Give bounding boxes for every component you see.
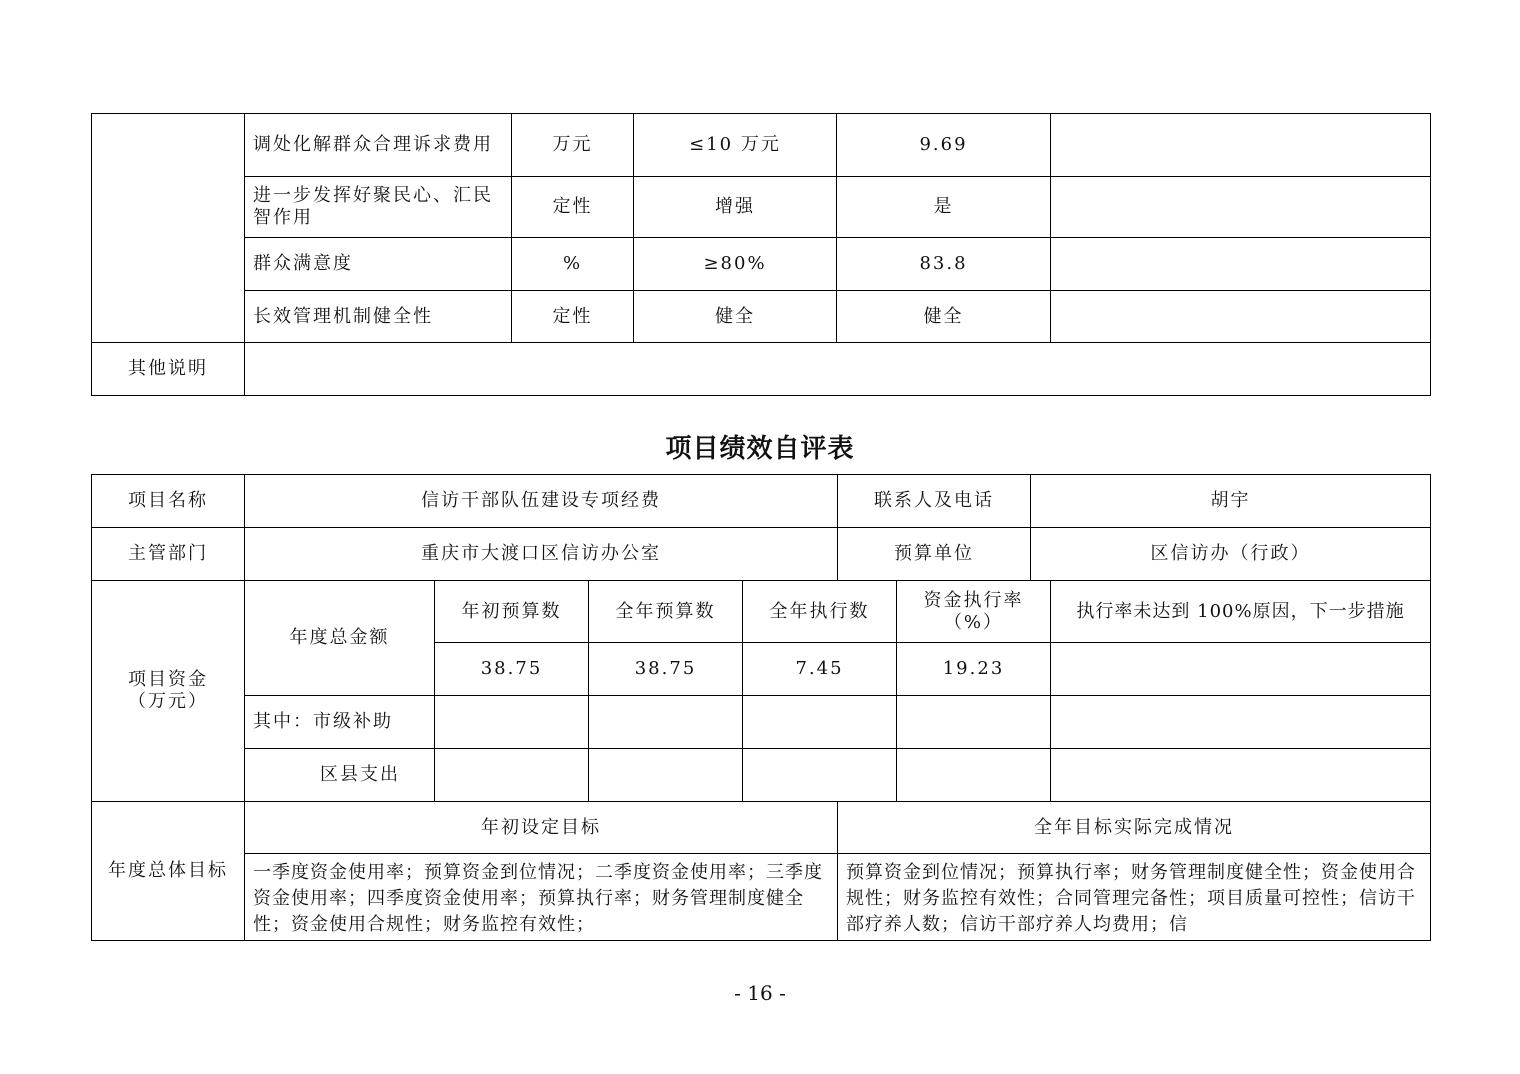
funds-header: 资金执行率（%） bbox=[897, 581, 1051, 643]
funds-value: 38.75 bbox=[589, 643, 743, 696]
contact-value: 胡宇 bbox=[1031, 475, 1431, 528]
funds-cell bbox=[589, 749, 743, 802]
funds-value: 7.45 bbox=[743, 643, 897, 696]
indicator-note bbox=[1051, 177, 1431, 238]
indicator-unit: 定性 bbox=[512, 177, 634, 238]
funds-label-line2: （万元） bbox=[128, 691, 208, 712]
dept-label: 主管部门 bbox=[92, 528, 245, 581]
indicator-name: 长效管理机制健全性 bbox=[245, 291, 512, 343]
funds-header: 全年执行数 bbox=[743, 581, 897, 643]
funds-value: 38.75 bbox=[435, 643, 589, 696]
budget-unit-label: 预算单位 bbox=[838, 528, 1031, 581]
county-expense-label: 区县支出 bbox=[245, 749, 435, 802]
indicator-name: 调处化解群众合理诉求费用 bbox=[245, 114, 512, 177]
indicator-target: 健全 bbox=[634, 291, 837, 343]
actual-goal-header: 全年目标实际完成情况 bbox=[838, 802, 1431, 854]
funds-value bbox=[1051, 643, 1431, 696]
indicator-unit: % bbox=[512, 238, 634, 291]
indicator-target: ≤10 万元 bbox=[634, 114, 837, 177]
funds-header: 执行率未达到 100%原因，下一步措施 bbox=[1051, 581, 1431, 643]
indicator-table bbox=[91, 113, 1431, 396]
funds-value: 19.23 bbox=[897, 643, 1051, 696]
funds-cell bbox=[897, 696, 1051, 749]
funds-cell bbox=[1051, 696, 1431, 749]
indicator-actual: 健全 bbox=[837, 291, 1051, 343]
indicator-unit: 定性 bbox=[512, 291, 634, 343]
indicator-target: ≥80% bbox=[634, 238, 837, 291]
contact-label: 联系人及电话 bbox=[838, 475, 1031, 528]
funds-cell bbox=[435, 749, 589, 802]
indicator-unit: 万元 bbox=[512, 114, 634, 177]
funds-cell bbox=[435, 696, 589, 749]
indicator-actual: 9.69 bbox=[837, 114, 1051, 177]
funds-cell bbox=[743, 696, 897, 749]
indicator-note bbox=[1051, 238, 1431, 291]
page-number: - 16 - bbox=[734, 981, 786, 1005]
indicator-actual: 是 bbox=[837, 177, 1051, 238]
dept-value: 重庆市大渡口区信访办公室 bbox=[245, 528, 838, 581]
indicator-note bbox=[1051, 291, 1431, 343]
planned-goal-header: 年初设定目标 bbox=[245, 802, 838, 854]
indicator-actual: 83.8 bbox=[837, 238, 1051, 291]
project-name-label: 项目名称 bbox=[92, 475, 245, 528]
budget-unit-value: 区信访办（行政） bbox=[1031, 528, 1431, 581]
actual-goal-text bbox=[838, 854, 1431, 941]
funds-label bbox=[92, 581, 245, 802]
other-notes-label: 其他说明 bbox=[92, 343, 245, 396]
indicator-note bbox=[1051, 114, 1431, 177]
funds-cell bbox=[743, 749, 897, 802]
city-subsidy-label: 其中：市级补助 bbox=[245, 696, 435, 749]
section-title: 项目绩效自评表 bbox=[665, 434, 855, 464]
funds-header: 年初预算数 bbox=[435, 581, 589, 643]
indicator-category-cell bbox=[92, 114, 245, 343]
funds-cell bbox=[1051, 749, 1431, 802]
funds-cell bbox=[897, 749, 1051, 802]
total-amount-label: 年度总金额 bbox=[245, 581, 435, 696]
actual-goal-content: 预算资金到位情况；预算执行率；财务管理制度健全性；资金使用合规性；财务监控有效性；合同管理完备性；项目质量可控性；信访干部疗养人数；信访干部疗养人均费用；信 bbox=[846, 862, 1416, 935]
indicator-name: 进一步发挥好聚民心、汇民智作用 bbox=[245, 177, 512, 238]
indicator-target: 增强 bbox=[634, 177, 837, 238]
project-name: 信访干部队伍建设专项经费 bbox=[245, 475, 838, 528]
annual-goal-label: 年度总体目标 bbox=[92, 802, 245, 941]
funds-label-line1: 项目资金 bbox=[128, 669, 208, 690]
indicator-name: 群众满意度 bbox=[245, 238, 512, 291]
funds-cell bbox=[589, 696, 743, 749]
other-notes-value bbox=[245, 343, 1431, 396]
planned-goal-content: 一季度资金使用率；预算资金到位情况；二季度资金使用率；三季度资金使用率；四季度资金使用率；预算执行率；财务管理制度健全性；资金使用合规性；财务监控有效性； bbox=[253, 862, 823, 935]
project-table bbox=[91, 474, 1431, 941]
planned-goal-text bbox=[245, 854, 838, 941]
funds-header: 全年预算数 bbox=[589, 581, 743, 643]
